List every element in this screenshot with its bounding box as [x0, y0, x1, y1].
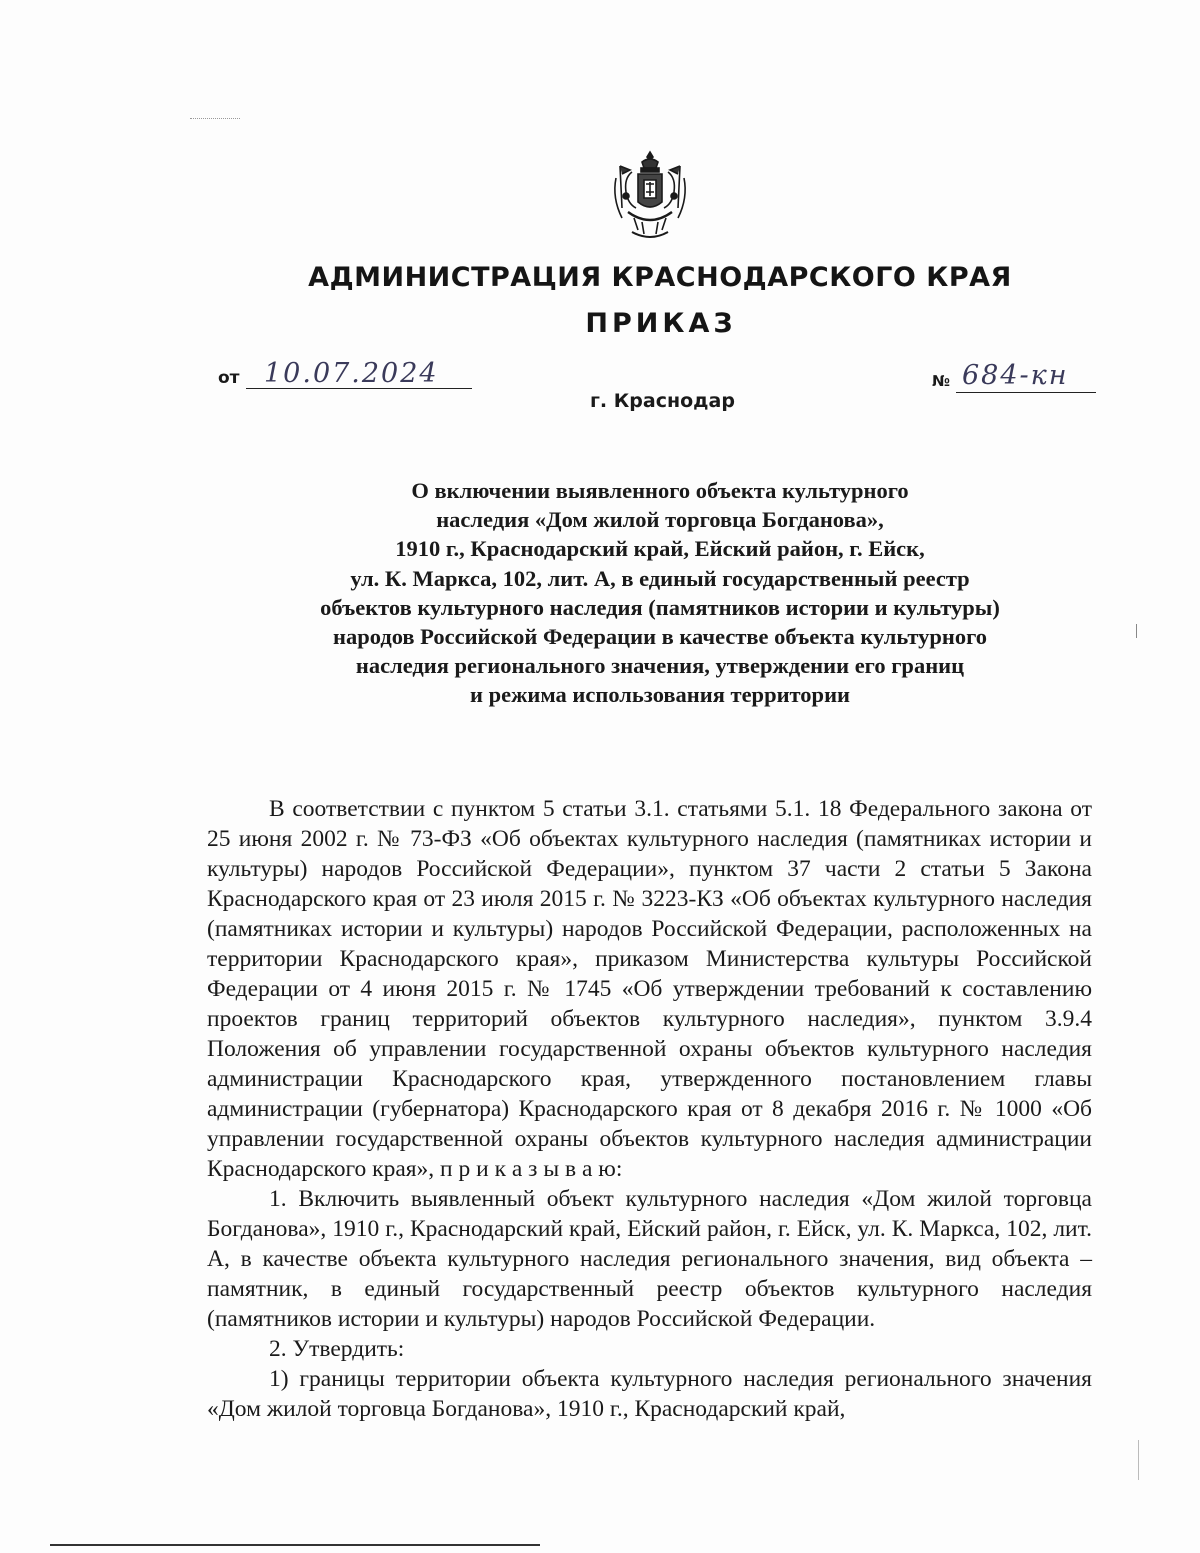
- document-body: [207, 794, 1092, 1424]
- date-value: 10.07.2024: [264, 358, 439, 389]
- document-subject: [230, 476, 1090, 710]
- number-field: [932, 360, 1102, 398]
- scan-edge-line: [50, 1544, 540, 1546]
- subject-line: ул. К. Маркса, 102, лит. А, в единый государственный реестр: [350, 565, 970, 591]
- city: г. Краснодар: [590, 390, 735, 412]
- order-item-2-1: 1) границы территории объекта культурного наследия регионального значения «Дом жилой торговца Богданова», 1910 г., Краснодарский край,: [207, 1366, 1092, 1422]
- number-prefix: №: [932, 372, 951, 390]
- organization-title: АДМИНИСТРАЦИЯ КРАСНОДАРСКОГО КРАЯ: [308, 262, 1012, 293]
- order-item-2: 2. Утвердить:: [269, 1336, 405, 1362]
- scan-artifact: [1136, 624, 1145, 638]
- subject-line: народов Российской Федерации в качестве объекта культурного: [332, 624, 988, 650]
- number-underline: [956, 392, 1096, 393]
- number-value: 684-кн: [962, 360, 1069, 391]
- scan-artifact: [1138, 1440, 1141, 1480]
- subject-line: наследия «Дом жилой торговца Богданова»,: [436, 507, 884, 533]
- subject-line: и режима использования территории: [469, 682, 850, 708]
- order-item-1: 1. Включить выявленный объект культурного наследия «Дом жилой торговца Богданова», 1910 г., Краснодарский край, Ейский район, г. Ейск, ул. К. Маркса, 102, лит. А, в качестве объекта культурного наследия регионального значения, вид объекта – памятник, в единый государственный реестр объектов культурного наследия (памятников истории и культуры) народов Российской Федерации.: [207, 1186, 1092, 1332]
- scan-artifact: [190, 116, 240, 119]
- subject-line: О включении выявленного объекта культурного: [411, 478, 909, 503]
- date-field: [218, 358, 478, 394]
- document-type: ПРИКАЗ: [585, 308, 737, 339]
- subject-line: наследия регионального значения, утверждении его границ: [355, 653, 965, 679]
- subject-line: объектов культурного наследия (памятников истории и культуры): [320, 594, 1000, 620]
- subject-line: 1910 г., Краснодарский край, Ейский район, г. Ейск,: [395, 536, 925, 562]
- coat-of-arms-icon: [608, 148, 692, 244]
- date-prefix: от: [218, 368, 240, 388]
- preamble-paragraph: В соответствии с пунктом 5 статьи 3.1. статьями 5.1. 18 Федерального закона от 25 июня 2002 г. № 73-ФЗ «Об объектах культурного наследия (памятниках истории и культуры) народов Российской Федерации», пунктом 37 части 2 статьи 5 Закона Краснодарского края от 23 июля 2015 г. № 3223-КЗ «Об объектах культурного наследия (памятниках истории и культуры) народов Российской Федерации, расположенных на территории Краснодарского края», приказом Министерства культуры Российской Федерации от 4 июня 2015 г. № 1745 «Об утверждении требований к составлению проектов границ территорий объектов культурного наследия», пунктом 3.9.4 Положения об управлении государственной охраны объектов культурного наследия администрации Краснодарского края, утвержденного постановлением главы администрации (губернатора) Краснодарского края от 8 декабря 2016 г. № 1000 «Об управлении государственной охраны объектов культурного наследия администрации Краснодарского края», п р и к а з ы в а ю:: [207, 796, 1092, 1182]
